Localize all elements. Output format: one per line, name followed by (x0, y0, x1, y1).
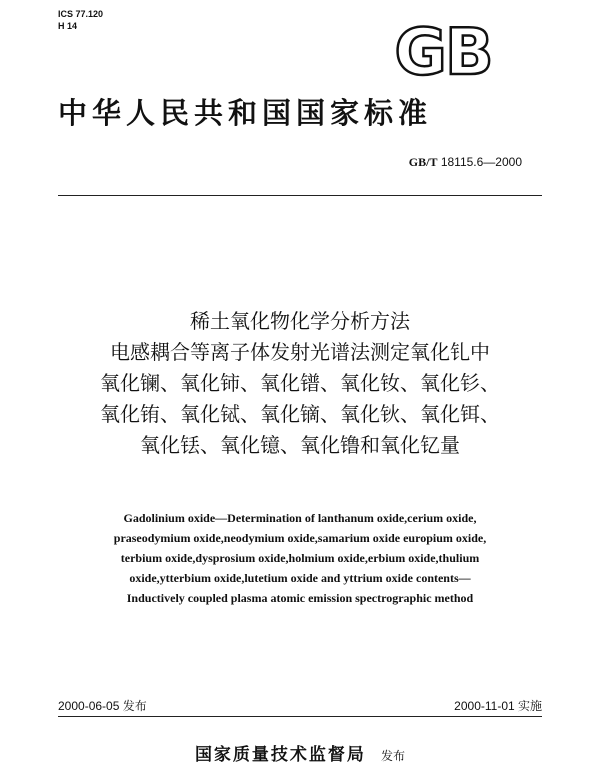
title-en-line: oxide,ytterbium oxide,lutetium oxide and yttrium oxide contents— (129, 571, 471, 585)
publisher-verb: 发布 (381, 749, 406, 763)
title-chinese (20, 306, 580, 461)
title-en-line: praseodymium oxide,neodymium oxide,samarium oxide europium oxide, (113, 531, 487, 545)
title-zh-line: 氧化铥、氧化镱、氧化镥和氧化钇量 (140, 433, 460, 457)
gb-logo-text: GB (394, 16, 492, 84)
classification-codes (58, 8, 103, 32)
title-en-line: Gadolinium oxide—Determination of lanthanum oxide,cerium oxide, (123, 511, 477, 525)
standard-number-value: 18115.6—2000 (440, 155, 522, 169)
title-zh-line: 电感耦合等离子体发射光谱法测定氧化钆中 (110, 340, 490, 364)
gb-logo (382, 16, 504, 84)
header-divider (58, 195, 542, 196)
implementation-date: 2000-11-01 实施 (454, 699, 542, 713)
title-en-line: terbium oxide,dysprosium oxide,holmium oxide,erbium oxide,thulium (120, 551, 480, 565)
title-english (20, 508, 580, 608)
footer-divider (58, 716, 542, 717)
ics-code: ICS 77.120 (58, 9, 104, 19)
publisher-org: 国家质量技术监督局 (194, 745, 366, 765)
title-en-line: Inductively coupled plasma atomic emission spectrographic method (126, 591, 474, 605)
ccs-code: H 14 (58, 21, 78, 31)
title-zh-line: 稀土氧化物化学分析方法 (190, 309, 410, 333)
title-zh-line: 氧化铕、氧化铽、氧化镝、氧化钬、氧化铒、 (100, 402, 500, 426)
title-zh-line: 氧化镧、氧化铈、氧化镨、氧化钕、氧化钐、 (100, 371, 500, 395)
issue-date: 2000-06-05 发布 (58, 699, 147, 713)
standard-number-prefix: GB/T (408, 155, 438, 169)
standard-number (409, 155, 522, 170)
standard-name: 中华人民共和国国家标准 (58, 96, 433, 130)
publisher (0, 740, 600, 765)
